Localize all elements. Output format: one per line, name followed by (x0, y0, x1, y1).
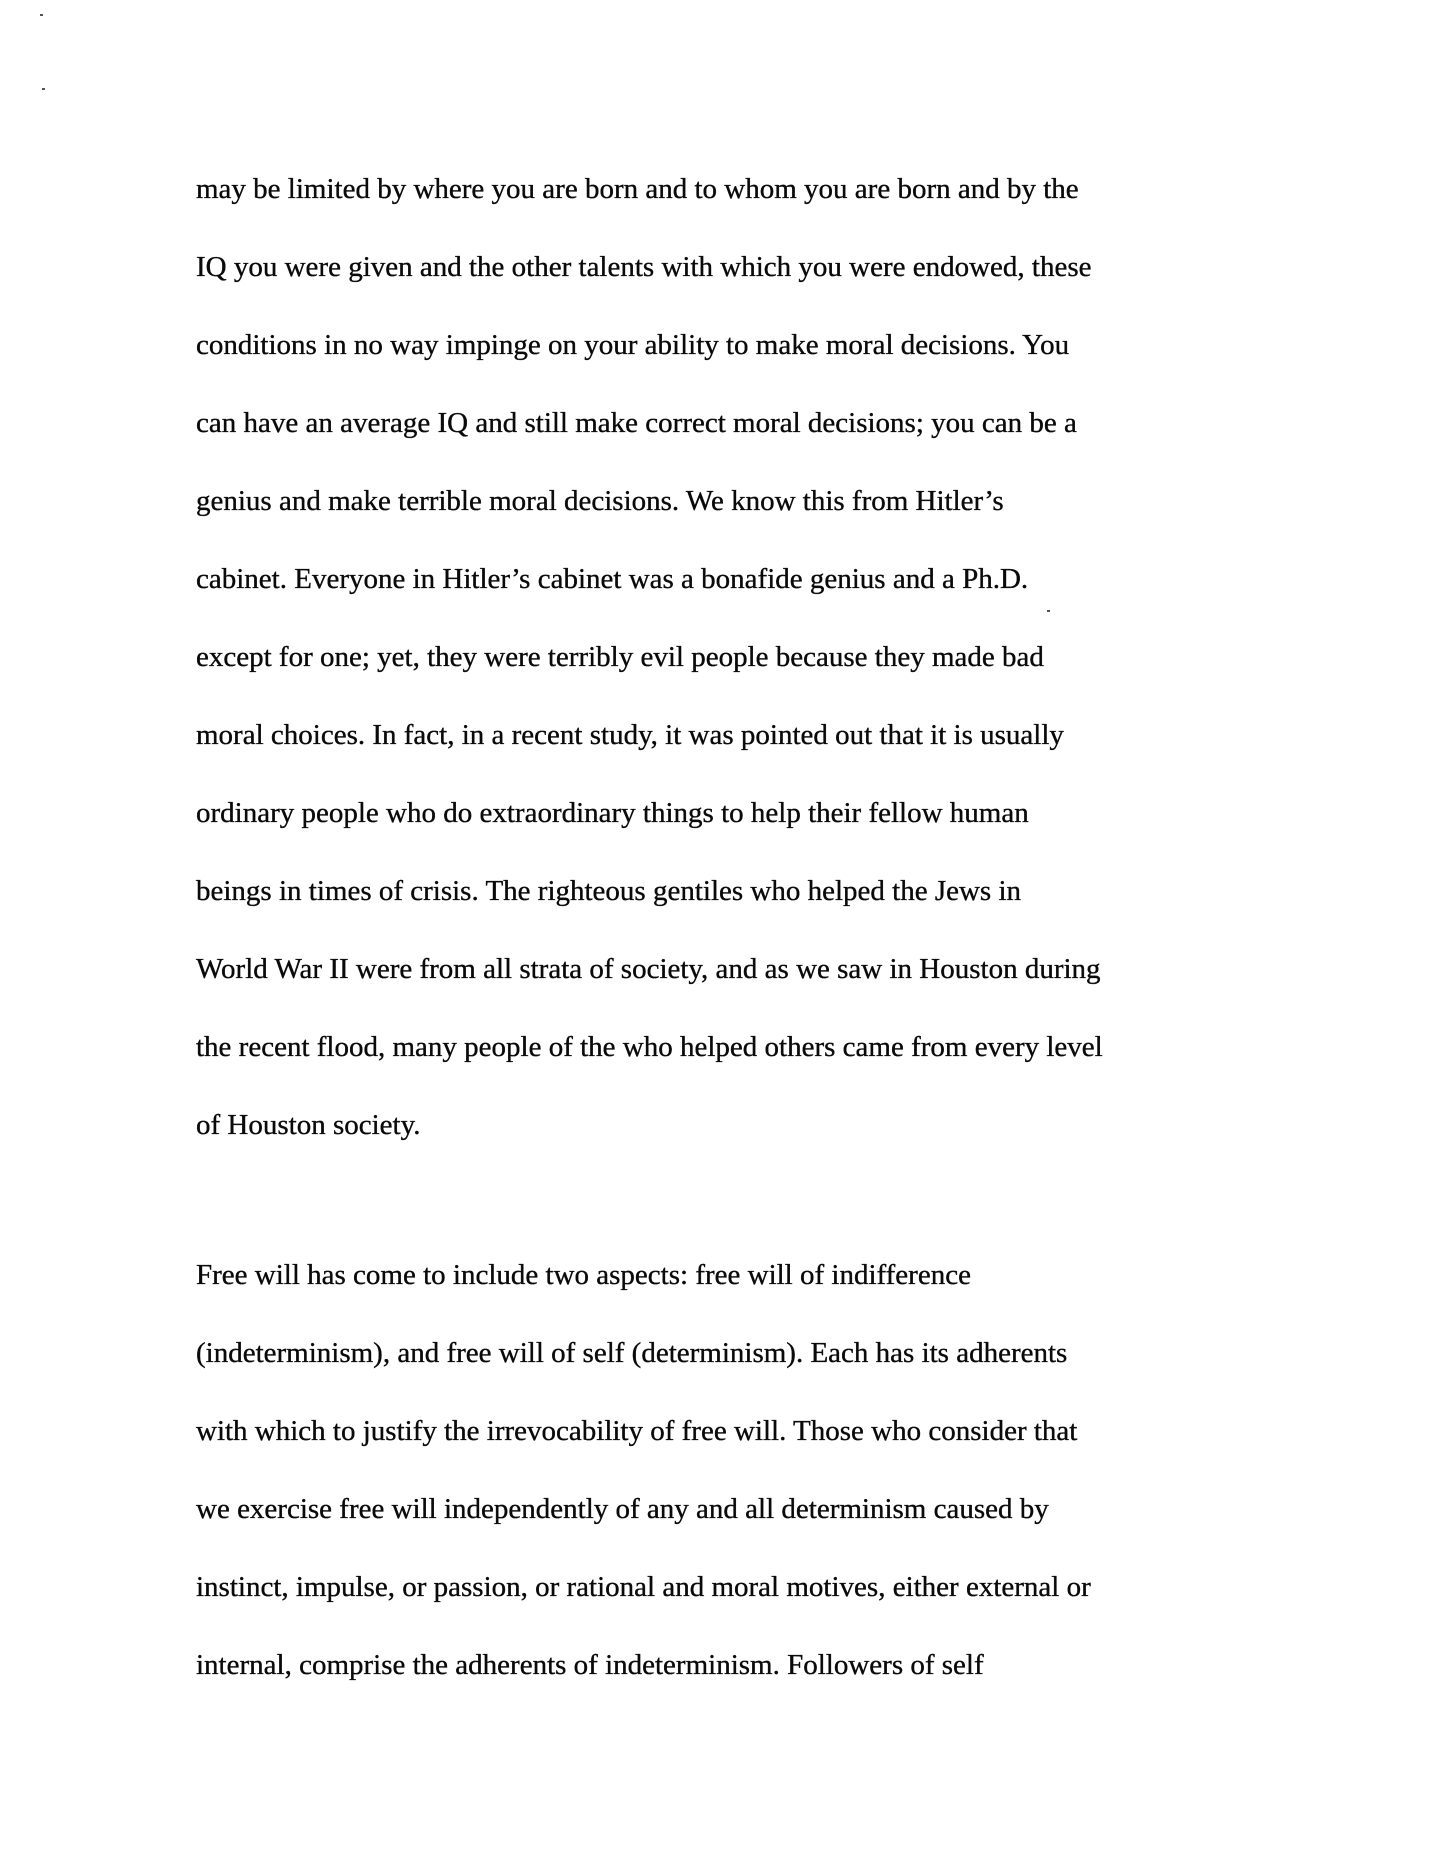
text-line: Free will has come to include two aspects: free will of indifference (196, 1259, 971, 1291)
text-line: may be limited by where you are born and to whom you are born and by the (196, 173, 1079, 205)
text-line: except for one; yet, they were terribly evil people because they made bad (196, 641, 1044, 673)
text-line: we exercise free will independently of any and all determinism caused by (196, 1493, 1049, 1525)
scan-speck (40, 14, 43, 16)
text-line: genius and make terrible moral decisions. We know this from Hitler’s (196, 485, 1004, 517)
scan-speck (42, 88, 45, 90)
text-line: can have an average IQ and still make correct moral decisions; you can be a (196, 407, 1077, 439)
text-line: (indeterminism), and free will of self (determinism). Each has its adherents (196, 1337, 1068, 1369)
text-line: moral choices. In fact, in a recent study, it was pointed out that it is usually (196, 719, 1064, 751)
text-line: with which to justify the irrevocability of free will. Those who consider that (196, 1415, 1078, 1447)
text-line: World War II were from all strata of society, and as we saw in Houston during (196, 953, 1101, 985)
text-line: conditions in no way impinge on your ability to make moral decisions. You (196, 329, 1070, 361)
text-line: internal, comprise the adherents of indeterminism. Followers of self (196, 1649, 984, 1681)
text-line: beings in times of crisis. The righteous gentiles who helped the Jews in (196, 875, 1022, 907)
paragraph-2 (196, 1236, 1256, 1704)
text-line: IQ you were given and the other talents with which you were endowed, these (196, 251, 1092, 283)
text-line: instinct, impulse, or passion, or rational and moral motives, either external or (196, 1571, 1091, 1603)
text-line: the recent flood, many people of the who helped others came from every level (196, 1031, 1103, 1063)
paragraph-1 (196, 150, 1256, 1164)
text-line: ordinary people who do extraordinary things to help their fellow human (196, 797, 1029, 829)
text-line: of Houston society. (196, 1109, 421, 1141)
text-line: cabinet. Everyone in Hitler’s cabinet was a bonafide genius and a Ph.D. (196, 563, 1029, 595)
